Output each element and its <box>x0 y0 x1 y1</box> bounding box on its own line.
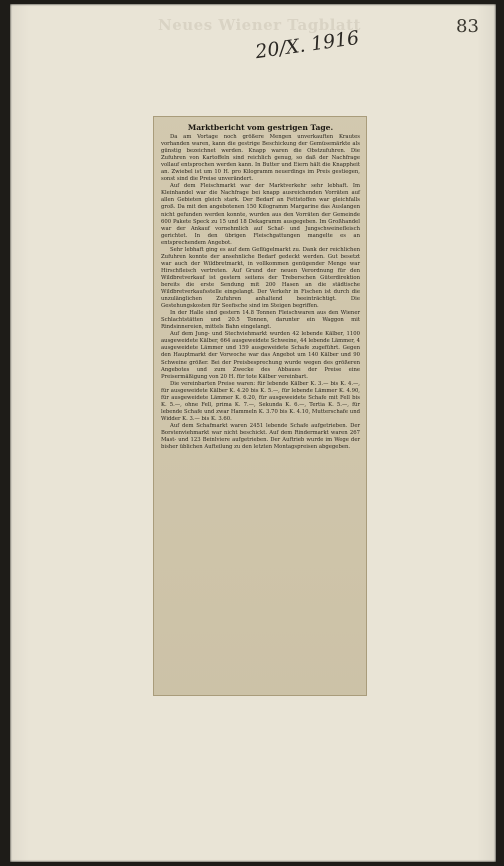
page-number: 83 <box>456 16 479 37</box>
article-paragraph: Die vereinbarten Preise waren: für lebende Kälber K. 3.— bis K. 4.—, für ausgeweidete Kälber K. 4.20 bis K. 5.—, für lebende Lämmer K. 4.90, für ausgeweidete Lämmer K. 6.20, für ausgeweidete Schafe mit Fell bis K. 5.—, ohne Fell, prima K. 7.—, Sekunda K. 6.—, Tertia K. 5.—, für lebende Schafe und zwar Hammeln K. 3.70 bis K. 4.10, Mutterschafe und Widder K. 3.— bis K. 3.60. <box>161 380 360 422</box>
article-paragraph: Auf dem Jung- und Stechviehmarkt wurden 42 lebende Kälber, 1100 ausgeweidete Kälber, 664 ausgeweidete Schweine, 44 lebende Lämmer, 4 ausgeweidete Lämmer und 159 ausgeweidete Schafe zugeführt. Gegen den Hauptmarkt der Vorwoche war das Angebot um 140 Kälber und 90 Schweine größer. Bei der Preisbesprechung wurde wegen des größeren Angebotes und zum Zwecke des Abbaues der Preise eine Preisermäßigung von 20 H. für tote Kälber vereinbart. <box>161 331 360 380</box>
article-title: Marktbericht vom gestrigen Tage. <box>187 123 334 132</box>
article-paragraph: In der Halle sind gestern 14.8 Tonnen Fleischwaren aus den Wiener Schlachtstätten und 20.5 Tonnen, darunter ein Waggon mit Rindsinnereien, mittels Bahn eingelangt. <box>161 310 360 331</box>
newspaper-clipping <box>153 116 367 696</box>
newspaper-stamp: Neues Wiener Tagblatt <box>158 16 361 34</box>
article-paragraph: Da am Vortage noch größere Mengen unverkauften Krautes vorhanden waren, kann die gestrige Beschickung der Gemüsemärkte als günstig bezeichnet werden. Knapp waren die Obstzufuhren. Die Zufuhren von Kartoffeln sind reichlich genug, so daß der Nachfrage vollauf entsprochen werden kann. In Butter und Eiern hält die Knappheit an. Zwiebel ist um 10 H. pro Kilogramm neuerdings im Preis gestiegen, sonst sind die Preise unverändert. <box>161 134 360 183</box>
article-body <box>161 134 360 451</box>
article-paragraph: Auf dem Schafmarkt waren 2451 lebende Schafe aufgetrieben. Der Borstenviehmarkt war nicht beschickt. Auf dem Rindermarkt waren 267 Mast- und 123 Beinlviere aufgetrieben. Der Auftrieb wurde im Wege der bisher üblichen Aufteilung zu den letzten Montagspreisen abgegeben. <box>161 422 360 451</box>
handwritten-date: 20/X. 1916 <box>253 26 361 64</box>
article-paragraph: Sehr lebhaft ging es auf dem Geflügelmarkt zu. Dank der reichlichen Zufuhren konnte der ansehnliche Bedarf gedeckt werden. Gut besetzt war auch der Wildbretmarkt, in vollkommen genügender Menge war Hirschfleisch vertreten. Auf Grund der neuen Verordnung für den Wildbretverkauf ist gestern seitens der Treberschen Güterdirektion bereits die erste Sendung mit 200 Hasen an die städtische Wildbretverkaufsstelle eingelangt. Der Verkehr in Fischen ist durch die unzulänglichen Zufuhren anhaltend beeinträchtigt. Die Gestehungskosten für Seefische sind im Steigen begriffen. <box>161 246 360 310</box>
article-paragraph: Auf dem Fleischmarkt war der Marktverkehr sehr lebhaft. Im Kleinhandel war die Nachfrage bei knapp ausreichenden Vorräten auf allen Gebieten gleich stark. Der Bedarf an Fettstoffen war gleichfalls groß. Da mit den angebotenen 150 Kilogramm Margarine das Auslangen nicht gefunden werden konnte, wurden aus den Vorräten der Gemeinde 600 Pakete Speck zu 15 und 18 Dekagramm ausgegeben. Im Großhandel war der Ankauf vornehmlich auf Schaf- und Jungschweinefleisch gerichtet. In den übrigen Fleischgattungen mangelte es an entsprechendem Angebot. <box>161 183 360 246</box>
document-page <box>10 4 496 862</box>
